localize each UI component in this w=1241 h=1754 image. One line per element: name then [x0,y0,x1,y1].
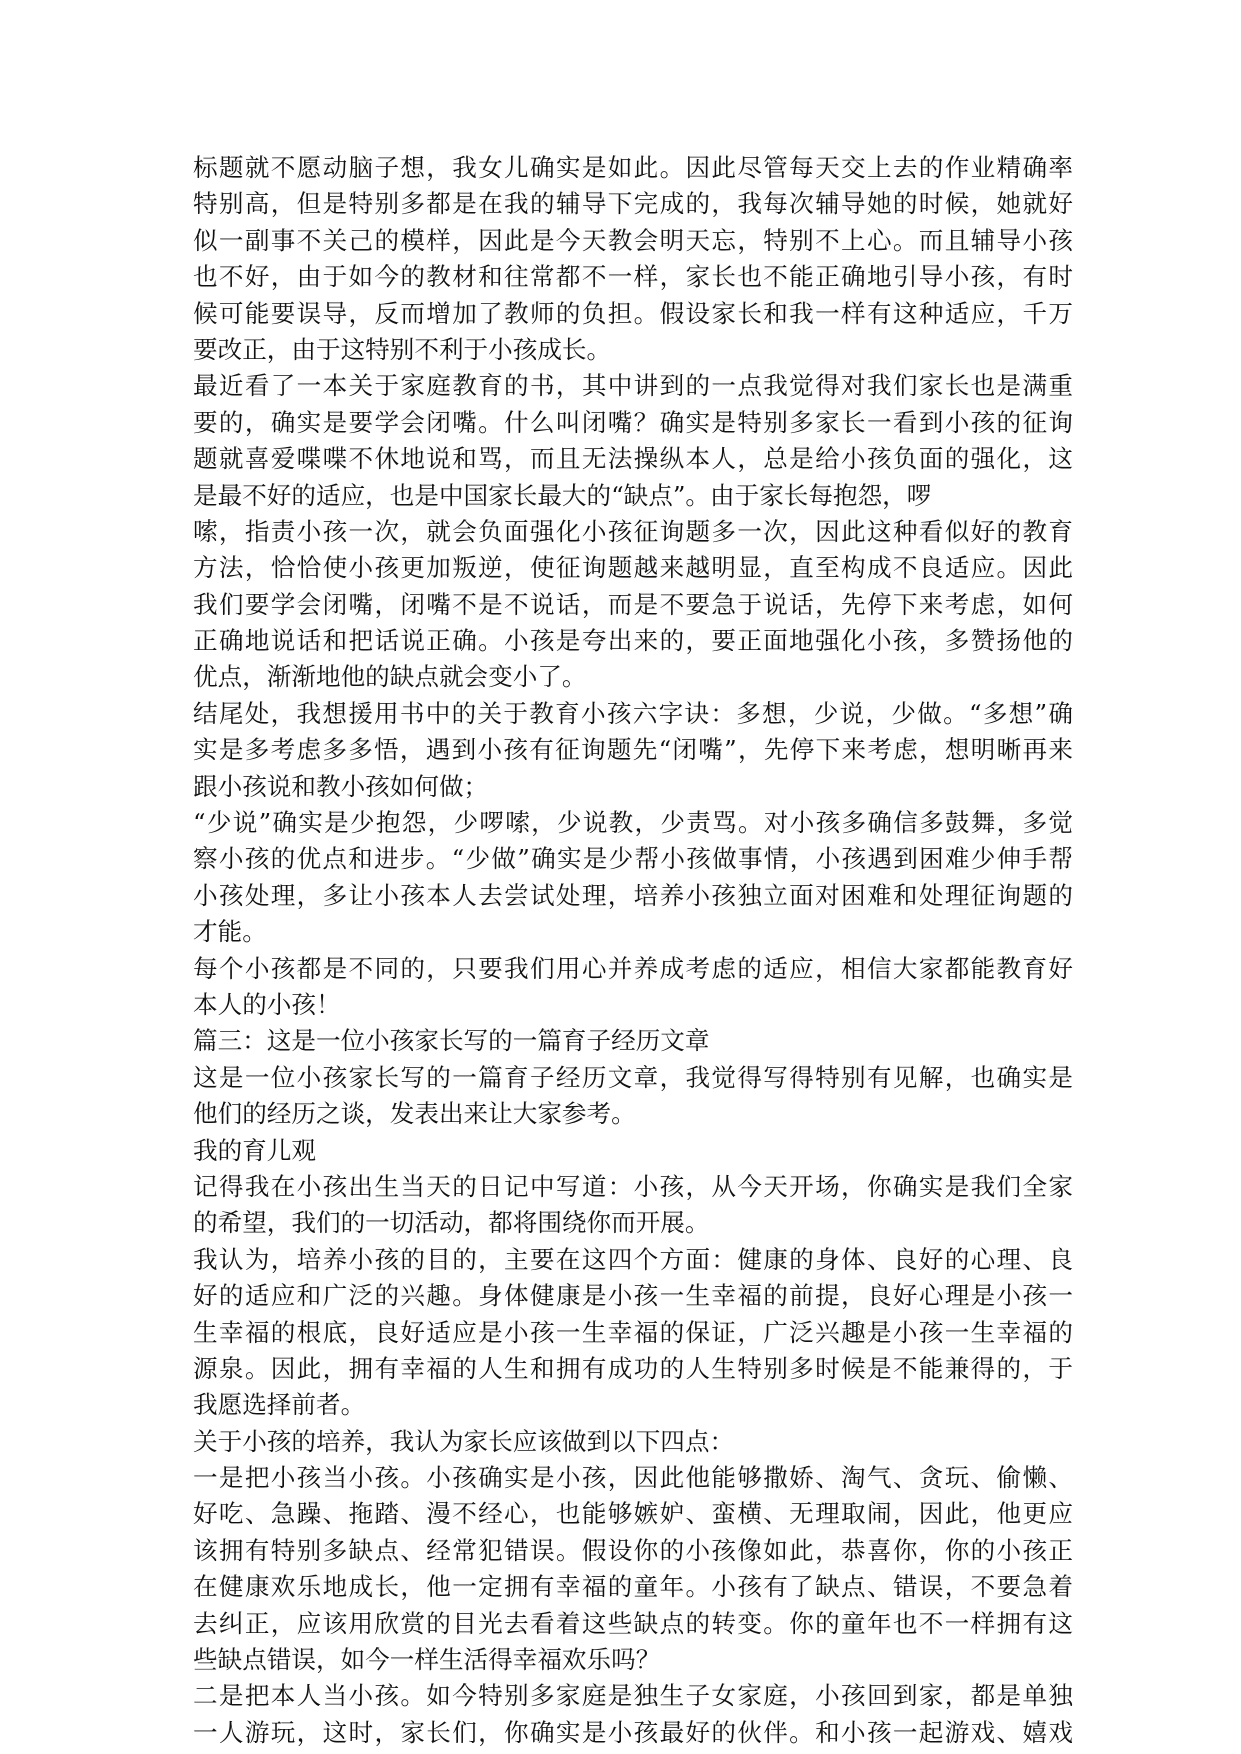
text-line: 该拥有特别多缺点、经常犯错误。假设你的小孩像如此，恭喜你，你的小孩正 [193,1535,1073,1565]
text-line: 是最不好的适应，也是中国家长最大的“缺点”。由于家长每抱怨，啰 [193,480,932,510]
text-line: 一人游玩，这时，家长们，你确实是小孩最好的伙伴。和小孩一起游戏、嬉戏 [193,1717,1073,1747]
text-line: 候可能要误导，反而增加了教师的负担。假设家长和我一样有这种适应，千万 [193,298,1073,328]
text-line: 去纠正，应该用欣赏的目光去看着这些缺点的转变。你的童年也不一样拥有这 [193,1608,1073,1638]
text-line: 方法，恰恰使小孩更加叛逆，使征询题越来越明显，直至构成不良适应。因此 [193,553,1073,583]
text-line: 要的，确实是要学会闭嘴。什么叫闭嘴？确实是特别多家长一看到小孩的征询 [193,407,1073,437]
text-line: 正确地说话和把话说正确。小孩是夸出来的，要正面地强化小孩，多赞扬他的 [193,626,1073,656]
text-line: 本人的小孩！ [193,989,341,1019]
text-line: 一是把小孩当小孩。小孩确实是小孩，因此他能够撒娇、淘气、贪玩、偷懒、 [193,1463,1073,1493]
text-line: 最近看了一本关于家庭教育的书，其中讲到的一点我觉得对我们家长也是满重 [193,371,1073,401]
text-line: 记得我在小孩出生当天的日记中写道：小孩，从今天开场，你确实是我们全家 [193,1171,1073,1201]
text-line: 的希望，我们的一切活动，都将围绕你而开展。 [193,1208,710,1238]
text-line: 察小孩的优点和进步。“少做”确实是少帮小孩做事情，小孩遇到困难少伸手帮 [193,844,1073,874]
text-line: 题就喜爱喋喋不休地说和骂，而且无法操纵本人，总是给小孩负面的强化，这 [193,444,1073,474]
text-line: 也不好，由于如今的教材和往常都不一样，家长也不能正确地引导小孩，有时 [193,262,1073,292]
text-line: “少说”确实是少抱怨，少啰嗦，少说教，少责骂。对小孩多确信多鼓舞，多觉 [193,808,1073,838]
text-line: 我认为，培养小孩的目的，主要在这四个方面：健康的身体、良好的心理、良 [193,1244,1073,1274]
text-line: 优点，渐渐地他的缺点就会变小了。 [193,662,587,692]
text-line: 结尾处，我想援用书中的关于教育小孩六字诀：多想，少说，少做。“多想”确 [193,698,1073,728]
text-line: 好的适应和广泛的兴趣。身体健康是小孩一生幸福的前提，良好心理是小孩一 [193,1281,1073,1311]
text-line: 在健康欢乐地成长，他一定拥有幸福的童年。小孩有了缺点、错误，不要急着 [193,1572,1073,1602]
text-line: 二是把本人当小孩。如今特别多家庭是独生子女家庭，小孩回到家，都是单独 [193,1681,1073,1711]
text-line: 特别高，但是特别多都是在我的辅导下完成的，我每次辅导她的时候，她就好 [193,189,1073,219]
text-line: 才能。 [193,917,267,947]
text-line: 标题就不愿动脑子想，我女儿确实是如此。因此尽管每天交上去的作业精确率 [193,153,1073,182]
text-line: 生幸福的根底，良好适应是小孩一生幸福的保证，广泛兴趣是小孩一生幸福的 [193,1317,1073,1347]
text-line: 关于小孩的培养，我认为家长应该做到以下四点： [193,1426,735,1456]
text-line: 篇三：这是一位小孩家长写的一篇育子经历文章 [193,1026,710,1056]
text-line: 我的育儿观 [193,1135,316,1165]
text-line: 源泉。因此，拥有幸福的人生和拥有成功的人生特别多时候是不能兼得的，于 [193,1353,1073,1383]
text-line: 这是一位小孩家长写的一篇育子经历文章，我觉得写得特别有见解，也确实是 [193,1062,1073,1092]
text-line: 实是多考虑多多悟，遇到小孩有征询题先“闭嘴”，先停下来考虑，想明晰再来 [193,735,1073,765]
text-line: 要改正，由于这特别不利于小孩成长。 [193,334,612,364]
text-line: 跟小孩说和教小孩如何做； [193,771,489,801]
text-line: 我愿选择前者。 [193,1390,366,1420]
text-line: 好吃、急躁、拖踏、漫不经心，也能够嫉妒、蛮横、无理取闹，因此，他更应 [193,1499,1073,1529]
body-text [193,150,1073,1751]
text-line: 似一副事不关己的模样，因此是今天教会明天忘，特别不上心。而且辅导小孩 [193,225,1073,255]
text-line: 他们的经历之谈，发表出来让大家参考。 [193,1099,636,1129]
text-line: 小孩处理，多让小孩本人去尝试处理，培养小孩独立面对困难和处理征询题的 [193,880,1073,910]
text-line: 嗦，指责小孩一次，就会负面强化小孩征询题多一次，因此这种看似好的教育 [193,516,1073,546]
text-line: 些缺点错误，如今一样生活得幸福欢乐吗？ [193,1645,661,1675]
text-line: 我们要学会闭嘴，闭嘴不是不说话，而是不要急于说话，先停下来考虑，如何 [193,589,1073,619]
text-line: 每个小孩都是不同的，只要我们用心并养成考虑的适应，相信大家都能教育好 [193,953,1073,983]
